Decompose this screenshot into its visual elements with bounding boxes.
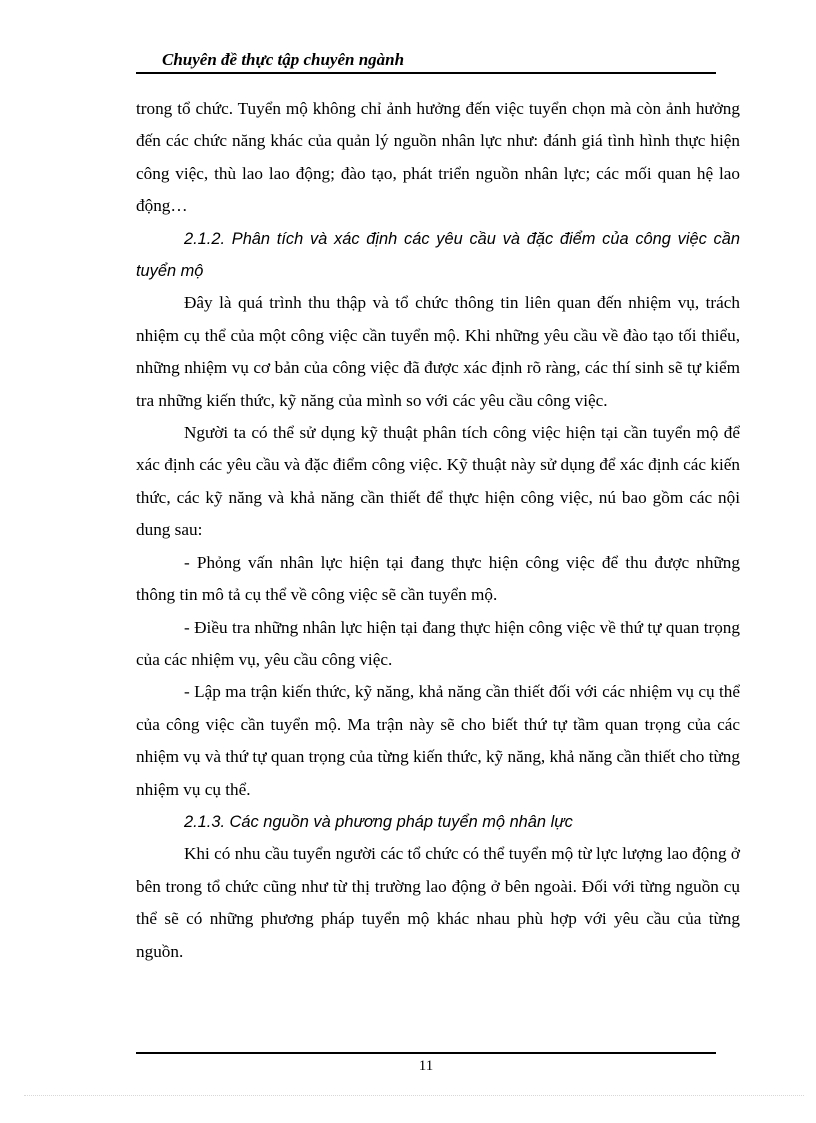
document-body <box>136 93 740 968</box>
page-header <box>136 48 716 74</box>
list-item: - Điều tra những nhân lực hiện tại đang thực hiện công việc về thứ tự quan trọng của các nhiệm vụ, yêu cầu công việc. <box>136 617 740 669</box>
page-number: 11 <box>418 1058 434 1074</box>
page-bottom-divider <box>24 1095 804 1096</box>
header-title: Chuyên đề thực tập chuyên ngành <box>162 50 405 69</box>
list-item: - Lập ma trận kiến thức, kỹ năng, khả năng cần thiết đối với các nhiệm vụ cụ thể của công việc cần tuyển mộ. Ma trận này sẽ cho biết thứ tự tầm quan trọng của các nhiệm vụ và thứ tự quan trọng của từng kiến thức, kỹ năng, khả năng cần thiết cho từng nhiệm vụ cụ thể. <box>136 682 740 799</box>
paragraph: Người ta có thể sử dụng kỹ thuật phân tích công việc hiện tại cần tuyển mộ để xác định các yêu cầu và đặc điểm công việc. Kỹ thuật này sử dụng để xác định các kiến thức, các kỹ năng và khả năng cần thiết để thực hiện công việc, nú bao gồm các nội dung sau: <box>136 423 740 540</box>
paragraph: Đây là quá trình thu thập và tổ chức thông tin liên quan đến nhiệm vụ, trách nhiệm cụ thể của một công việc cần tuyển mộ. Khi những yêu cầu về đào tạo tối thiểu, những nhiệm vụ cơ bản của công việc đã được xác định rõ ràng, các thí sinh sẽ tự kiểm tra những kiến thức, kỹ năng của mình so với các yêu cầu công việc. <box>136 293 740 410</box>
section-heading-2-1-3: 2.1.3. Các nguồn và phương pháp tuyển mộ nhân lực <box>184 812 573 831</box>
page-footer <box>136 1052 716 1074</box>
paragraph-continuation: trong tổ chức. Tuyển mộ không chỉ ảnh hưởng đến việc tuyển chọn mà còn ảnh hưởng đến các chức năng khác của quản lý nguồn nhân lực như: đánh giá tình hình thực hiện công việc, thù lao lao động; đào tạo, phát triển nguồn nhân lực; các mối quan hệ lao động… <box>136 99 740 216</box>
paragraph: Khi có nhu cầu tuyển người các tổ chức có thể tuyển mộ từ lực lượng lao động ở bên trong tổ chức cũng như từ thị trường lao động ở bên ngoài. Đối với từng nguồn cụ thể sẽ có những phương pháp tuyển mộ khác nhau phù hợp với yêu cầu của từng nguồn. <box>136 844 740 961</box>
section-heading-2-1-2: 2.1.2. Phân tích và xác định các yêu cầu và đặc điểm của công việc cần tuyển mộ <box>136 229 740 281</box>
list-item: - Phỏng vấn nhân lực hiện tại đang thực hiện công việc để thu được những thông tin mô tả cụ thể về công việc sẽ cần tuyển mộ. <box>136 552 740 605</box>
